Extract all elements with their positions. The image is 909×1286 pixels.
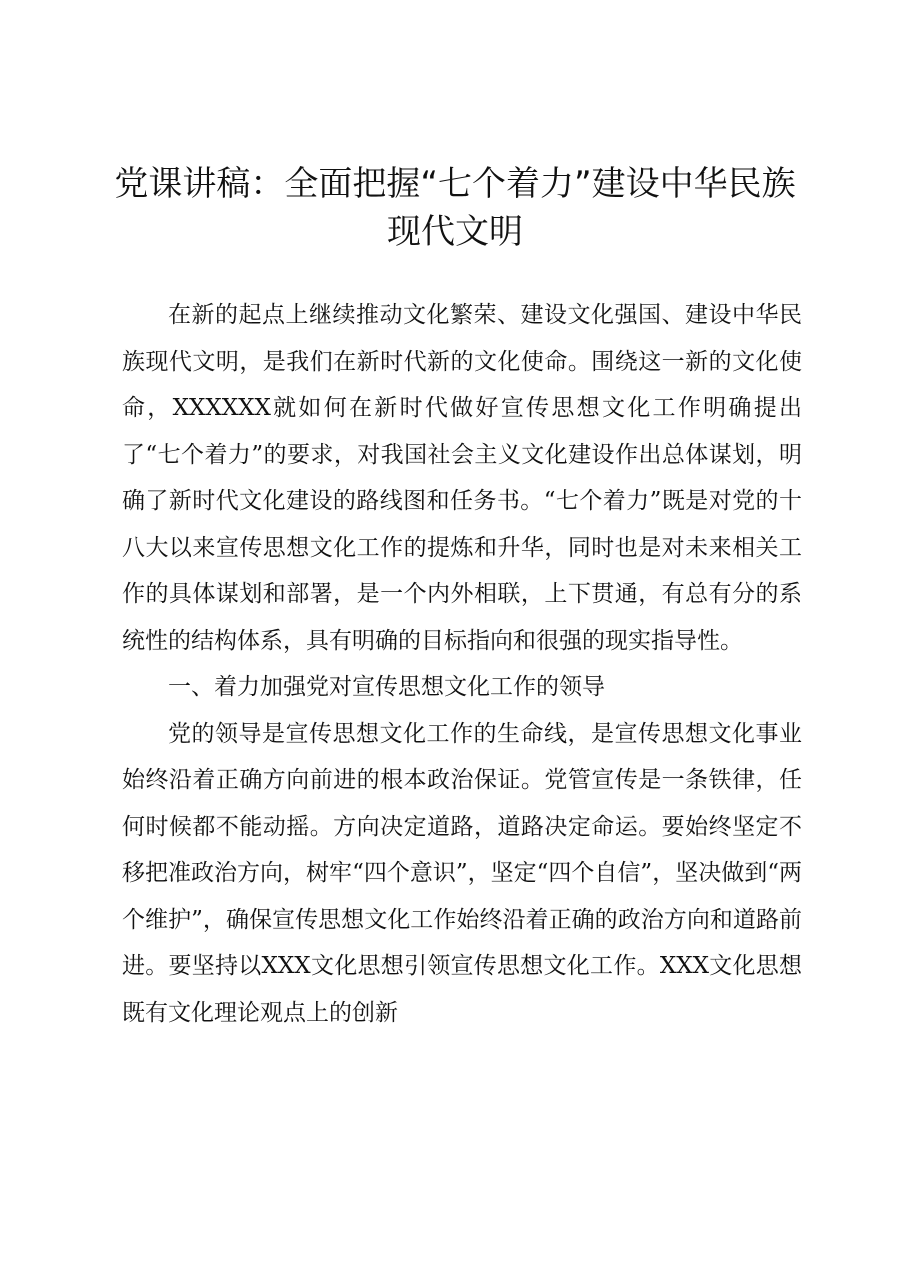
section-heading-1: 一、着力加强党对宣传思想文化工作的领导	[168, 674, 605, 700]
paragraph-intro: 在新的起点上继续推动文化繁荣、建设文化强国、建设中华民族现代文明，是我们在新时代新的文化使命。围绕这一新的文化使命，XXXXXX就如何在新时代做好宣传思想文化工作明确提出了“七个着力”的要求，对我国社会主义文化建设作出总体谋划，明确了新时代文化建设的路线图和任务书。“七个着力”既是对党的十八大以来宣传思想文化工作的提炼和升华，同时也是对未来相关工作的具体谋划和部署，是一个内外相联，上下贯通，有总有分的系统性的结构体系，具有明确的目标指向和很强的现实指导性。	[122, 302, 802, 654]
document-body	[122, 292, 802, 1036]
document-title: 党课讲稿：全面把握“七个着力”建设中华民族现代文明	[114, 164, 796, 252]
paragraph-section-1: 党的领导是宣传思想文化工作的生命线，是宣传思想文化事业始终沿着正确方向前进的根本政治保证。党管宣传是一条铁律，任何时候都不能动摇。方向决定道路，道路决定命运。要始终坚定不移把准政治方向，树牢“四个意识”，坚定“四个自信”，坚决做到“两个维护”，确保宣传思想文化工作始终沿着正确的政治方向和道路前进。要坚持以XXX文化思想引领宣传思想文化工作。XXX文化思想既有文化理论观点上的创新	[122, 720, 802, 1026]
